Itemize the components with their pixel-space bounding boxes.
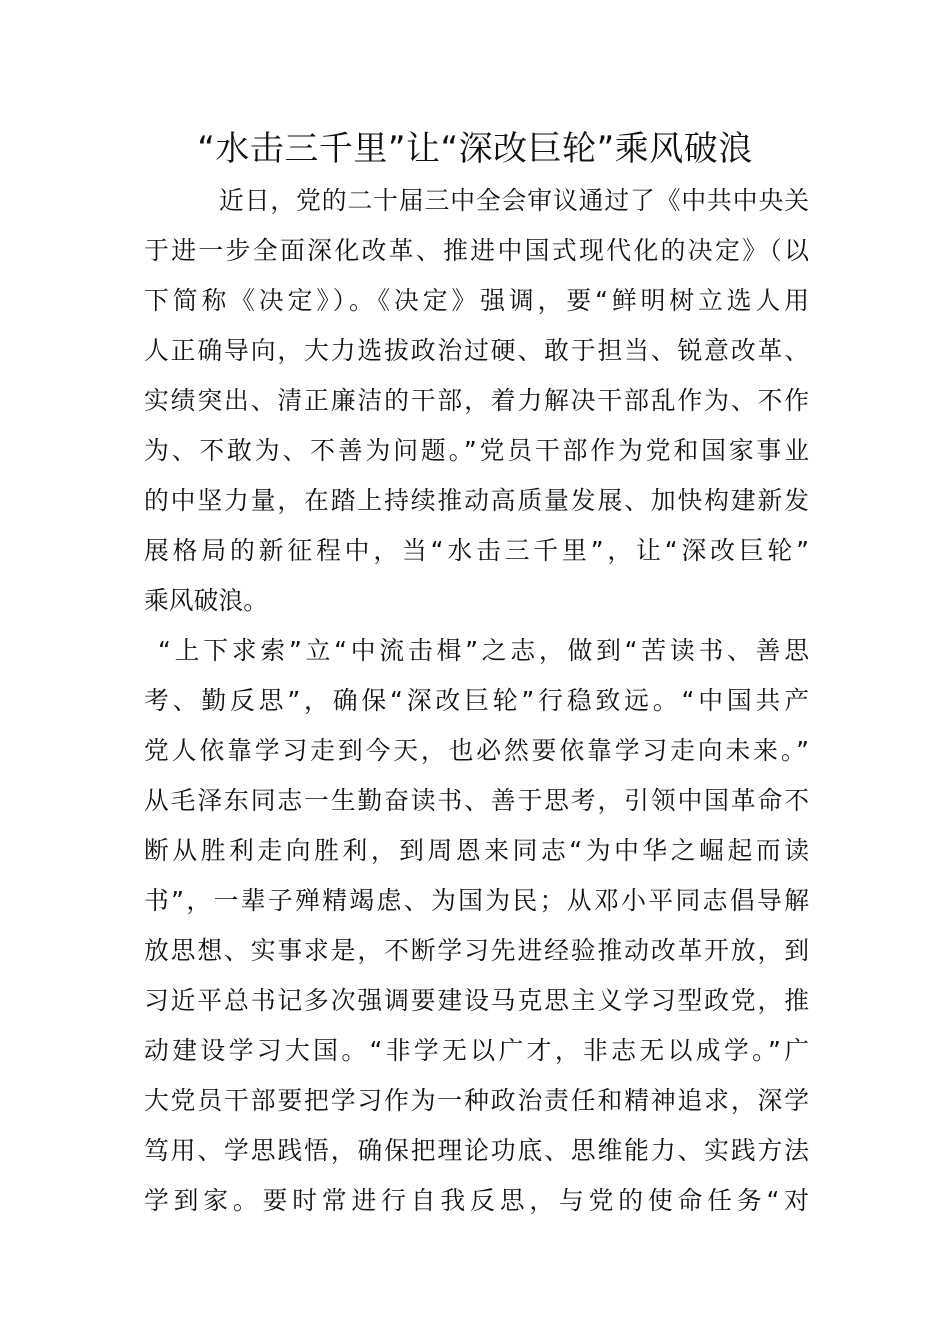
- paragraph-2-line-5: 断从胜利走向胜利，到周恩来同志“为中华之崛起而读: [144, 836, 809, 865]
- paragraph-2-line-1: “上下求索”立“中流击楫”之志，做到“苦读书、善思: [158, 636, 809, 665]
- paragraph-2-line-7: 放思想、实事求是，不断学习先进经验推动改革开放，到: [144, 936, 809, 965]
- paragraph-1-line-2: 于进一步全面深化改革、推进中国式现代化的决定》（以: [144, 236, 809, 265]
- paragraph-1-line-8: 展格局的新征程中，当“水击三千里”，让“深改巨轮”: [144, 536, 809, 565]
- paragraph-1-line-7: 的中坚力量，在踏上持续推动高质量发展、加快构建新发: [144, 486, 809, 515]
- paragraph-2-line-3: 党人依靠学习走到今天，也必然要依靠学习走向未来。”: [144, 736, 809, 765]
- paragraph-1-line-9: 乘风破浪。: [144, 586, 268, 615]
- paragraph-1-line-1: 近日，党的二十届三中全会审议通过了《中共中央关: [219, 186, 809, 215]
- paragraph-2-line-12: 学到家。要时常进行自我反思，与党的使命任务“对: [144, 1186, 809, 1215]
- paragraph-1-line-6: 为、不敢为、不善为问题。”党员干部作为党和国家事业: [144, 436, 809, 465]
- paragraph-2-line-2: 考、勤反思”，确保“深改巨轮”行稳致远。“中国共产: [144, 686, 809, 715]
- paragraph-2-line-11: 笃用、学思践悟，确保把理论功底、思维能力、实践方法: [144, 1136, 809, 1165]
- paragraph-2-line-8: 习近平总书记多次强调要建设马克思主义学习型政党，推: [144, 986, 809, 1015]
- paragraph-1-line-3: 下简称《决定》）。《决定》强调，要“鲜明树立选人用: [144, 286, 809, 315]
- paragraph-2-line-4: 从毛泽东同志一生勤奋读书、善于思考，引领中国革命不: [144, 786, 809, 815]
- paragraph-1-line-5: 实绩突出、清正廉洁的干部，着力解决干部乱作为、不作: [144, 386, 809, 415]
- paragraph-2-line-10: 大党员干部要把学习作为一种政治责任和精神追求，深学: [144, 1086, 809, 1115]
- paragraph-2-line-9: 动建设学习大国。“非学无以广才，非志无以成学。”广: [144, 1036, 809, 1065]
- document-title: “水击三千里”让“深改巨轮”乘风破浪: [197, 129, 753, 169]
- paragraph-1-line-4: 人正确导向，大力选拔政治过硬、敢于担当、锐意改革、: [144, 336, 809, 365]
- paragraph-2-line-6: 书”，一辈子殚精竭虑、为国为民；从邓小平同志倡导解: [144, 886, 809, 915]
